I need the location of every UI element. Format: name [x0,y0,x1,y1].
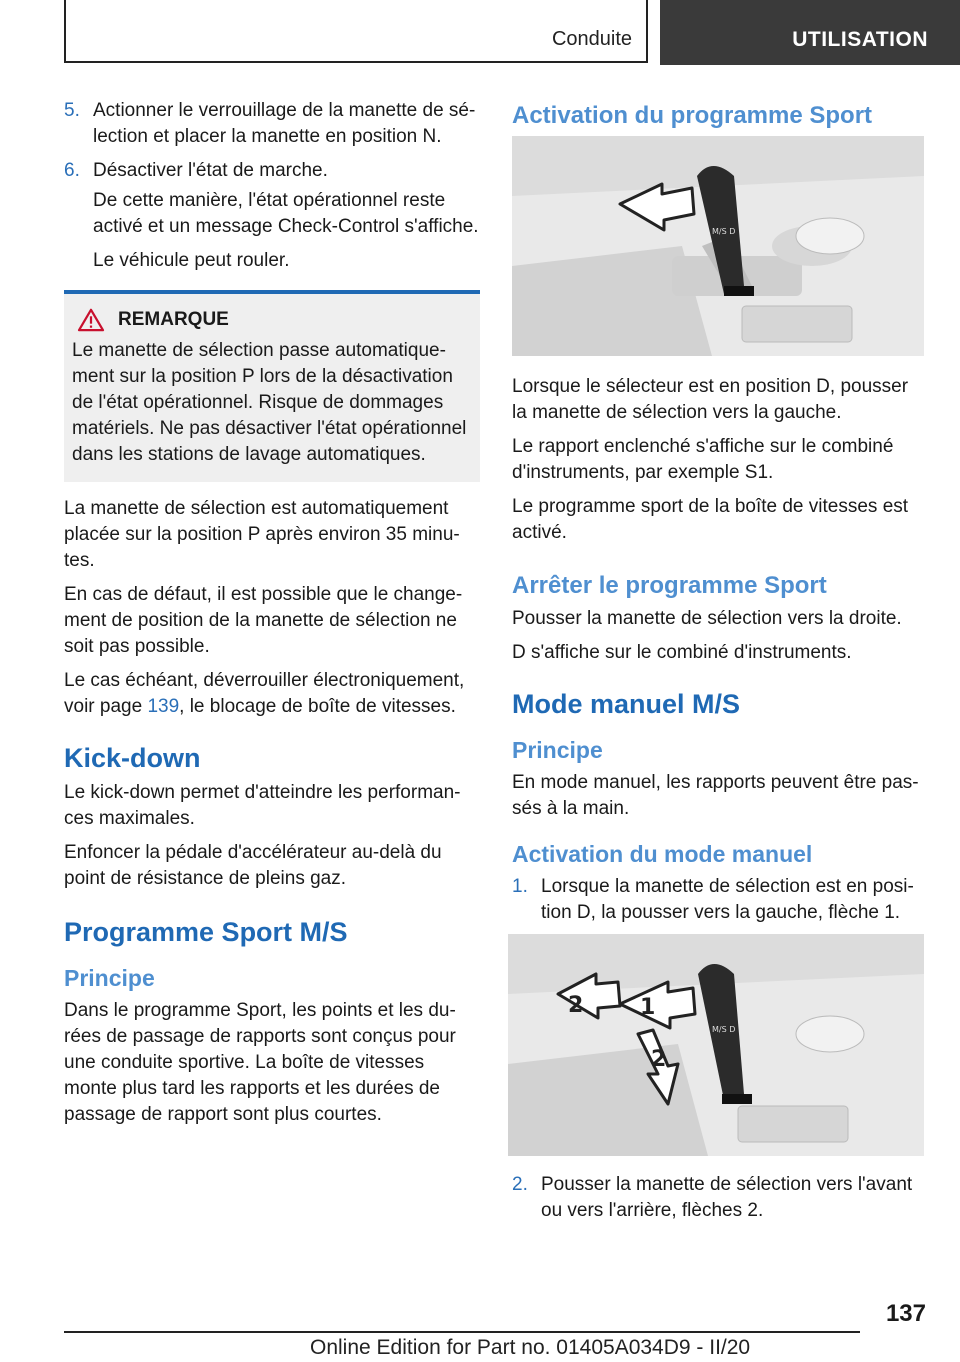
paragraph: Le kick-down permet d'atteindre les performances maximales. [64,782,461,829]
paragraph-with-link: Le cas échéant, déverrouiller électroniquement, voir page 139, le blocage de boîte de vitesses. [64,670,465,717]
step-6-detail: De cette manière, l'état opérationnel reste activé et un message Check-Control s'affiche. [93,190,479,237]
paragraph: Enfoncer la pédale d'accélérateur au-delà du point de résistance de pleins gaz. [64,842,442,889]
svg-text:1: 1 [640,995,656,1020]
step-number: 5. [64,100,80,121]
svg-text:2: 2 [651,1047,667,1072]
step-text: Désactiver l'état de marche. [93,160,328,181]
header-section: Conduite [551,28,632,50]
step-number: 6. [64,160,80,181]
step-text: Lorsque la manette de sélection est en position D, la pousser vers la gauche, flèche 1. [541,876,914,923]
step-2 [512,1172,924,1224]
step-text: Pousser la manette de sélection vers l'avant ou vers l'arrière, flèches 2. [541,1174,913,1221]
right-column [512,98,924,1232]
footer-edition: Online Edition for Part no. 01405A034D9 - II/20 [310,1336,751,1359]
paragraph: Dans le programme Sport, les points et les durées de passage de rapports sont conçus pour une conduite sportive. La boîte de vitesses monte plus tard les rapports et les durées de passage de rapport sont plus courtes. [64,1000,456,1125]
note-text: Le manette de sélection passe automatiquement sur la position P lors de la désactivation de l'état opérationnel. Risque de dommages matériels. Ne pas désactiver l'état opérationnel dans les stations de lavage automatiques. [72,340,467,465]
gear-selector-arrows-photo [508,934,924,1156]
paragraph: Pousser la manette de sélection vers la droite. [512,608,902,629]
step-6 [64,158,480,184]
step-1 [512,874,924,926]
step-5 [64,98,480,150]
paragraph: Le programme sport de la boîte de vitesses est activé. [512,496,909,543]
header-chapter: UTILISATION [792,28,928,51]
note-title: REMARQUE [118,309,229,330]
page-link[interactable]: 139 [147,696,180,717]
step-text: Actionner le verrouillage de la manette de sélection et placer la manette en position N. [93,100,476,147]
gear-selector-photo [512,136,924,356]
paragraph: Lorsque le sélecteur est en position D, pousser la manette de sélection vers la gauche. [512,376,909,423]
note-header [72,308,470,332]
step-number: 1. [512,876,528,897]
svg-text:M/S D: M/S D [712,1025,736,1034]
paragraph: D s'affiche sur le combiné d'instruments. [512,642,852,663]
heading-principle: Principe [512,737,603,763]
warning-note [64,290,480,482]
heading-sport-activation: Activation du programme Sport [512,102,873,129]
page-number: 137 [885,1300,926,1327]
heading-sport-program: Programme Sport M/S [64,917,348,947]
footer-rule [64,1331,860,1333]
svg-text:M/S D: M/S D [712,227,736,236]
step-number: 2. [512,1174,528,1195]
header-chapter-box [660,0,960,65]
heading-stop-sport: Arrêter le programme Sport [512,572,827,599]
header-section-box [64,0,648,63]
left-column [64,98,480,1136]
step-6-result: Le véhicule peut rouler. [93,250,290,271]
heading-principle: Principe [64,965,155,991]
heading-manual-mode: Mode manuel M/S [512,689,741,719]
paragraph: Le rapport enclenché s'affiche sur le combiné d'instruments, par exemple S1. [512,436,894,483]
paragraph: La manette de sélection est automatiquement placée sur la position P après environ 35 minutes. [64,498,460,571]
paragraph: En mode manuel, les rapports peuvent être passés à la main. [512,772,919,819]
warning-triangle-icon [76,308,106,332]
heading-kickdown: Kick-down [64,743,201,773]
svg-text:2: 2 [568,993,584,1018]
paragraph: En cas de défaut, il est possible que le changement de position de la manette de sélection ne soit pas possible. [64,584,463,657]
heading-manual-activation: Activation du mode manuel [512,841,813,867]
